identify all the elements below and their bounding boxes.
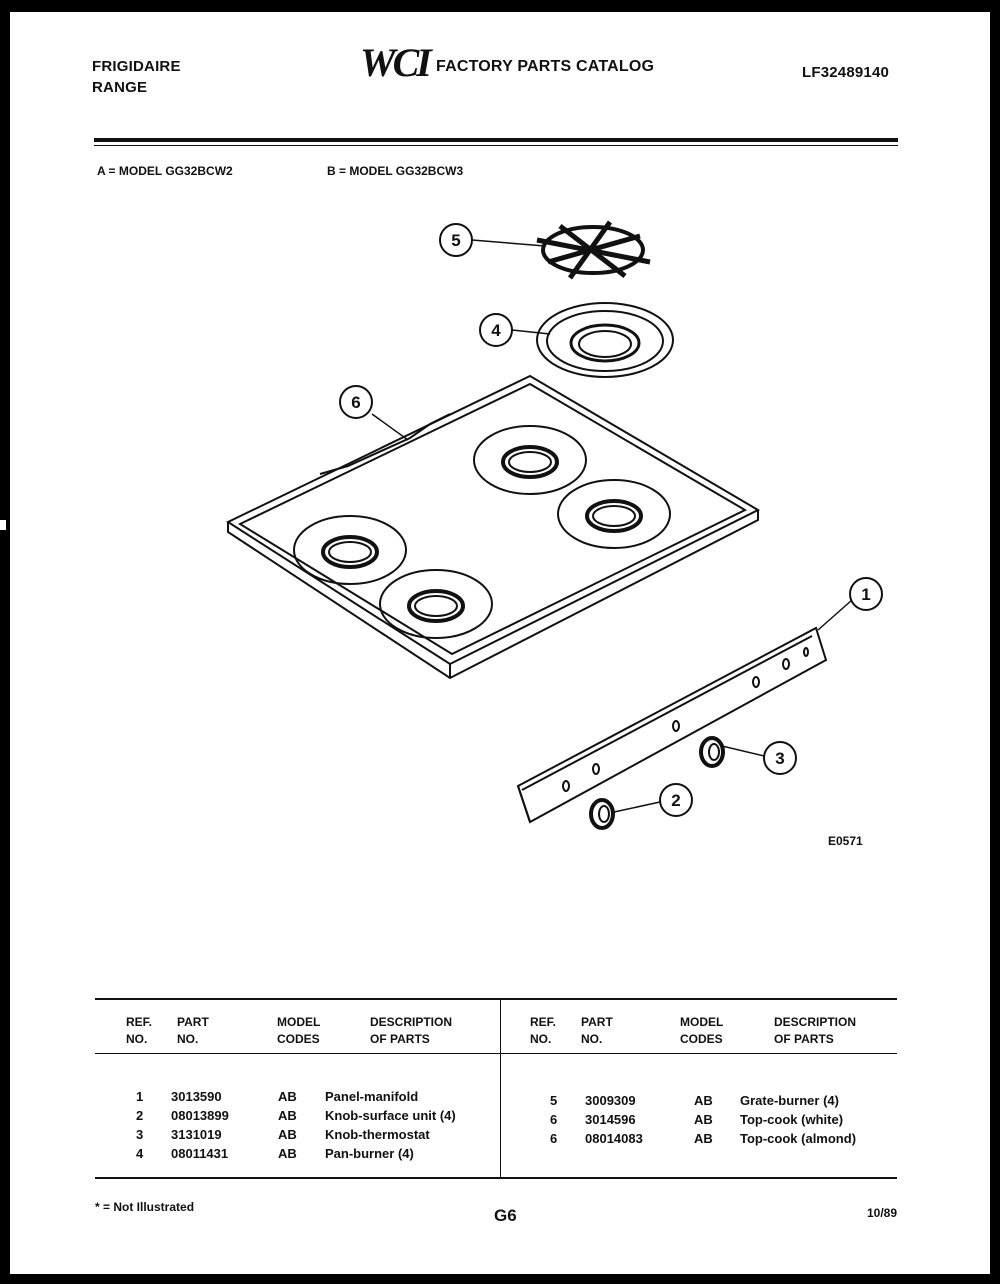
callout-2: 2 bbox=[671, 791, 681, 810]
model-a-label: A = MODEL GG32BCW2 bbox=[97, 164, 233, 178]
product-type: RANGE bbox=[92, 79, 148, 96]
header-part: PART NO. bbox=[177, 1015, 209, 1046]
header-ref: REF. NO. bbox=[126, 1015, 153, 1046]
table-rule bbox=[95, 1177, 897, 1179]
burner-grate bbox=[537, 222, 650, 278]
revision-date: 10/89 bbox=[867, 1206, 898, 1220]
cooktop bbox=[228, 376, 758, 678]
table-rule bbox=[95, 1053, 897, 1054]
brand-name: FRIGIDAIRE bbox=[92, 58, 181, 75]
header-desc: DESCRIPTION OF PARTS bbox=[774, 1015, 857, 1046]
table-divider bbox=[500, 1000, 501, 1177]
callout-1: 1 bbox=[861, 585, 871, 604]
model-b-label: B = MODEL GG32BCW3 bbox=[327, 164, 464, 178]
catalog-number: LF32489140 bbox=[802, 64, 890, 81]
catalog-title: FACTORY PARTS CATALOG bbox=[436, 58, 655, 75]
callout-5: 5 bbox=[451, 231, 461, 250]
header-model: MODEL CODES bbox=[277, 1015, 321, 1046]
surface-knob bbox=[591, 800, 613, 828]
page-number: G6 bbox=[494, 1206, 517, 1225]
header-part: PART NO. bbox=[581, 1015, 613, 1046]
thermostat-knob bbox=[701, 738, 723, 766]
diagram-id: E0571 bbox=[828, 834, 863, 848]
callout-6: 6 bbox=[351, 393, 361, 412]
header-ref: REF. NO. bbox=[530, 1015, 557, 1046]
header-model: MODEL CODES bbox=[680, 1015, 724, 1046]
wci-logo: WCI bbox=[360, 40, 429, 85]
burner-pan bbox=[537, 303, 673, 377]
callout-4: 4 bbox=[491, 321, 501, 340]
callout-circles bbox=[340, 224, 882, 816]
callout-3: 3 bbox=[775, 749, 785, 768]
header-desc: DESCRIPTION OF PARTS bbox=[370, 1015, 453, 1046]
table-rule bbox=[95, 998, 897, 1000]
footnote: * = Not Illustrated bbox=[95, 1200, 195, 1214]
